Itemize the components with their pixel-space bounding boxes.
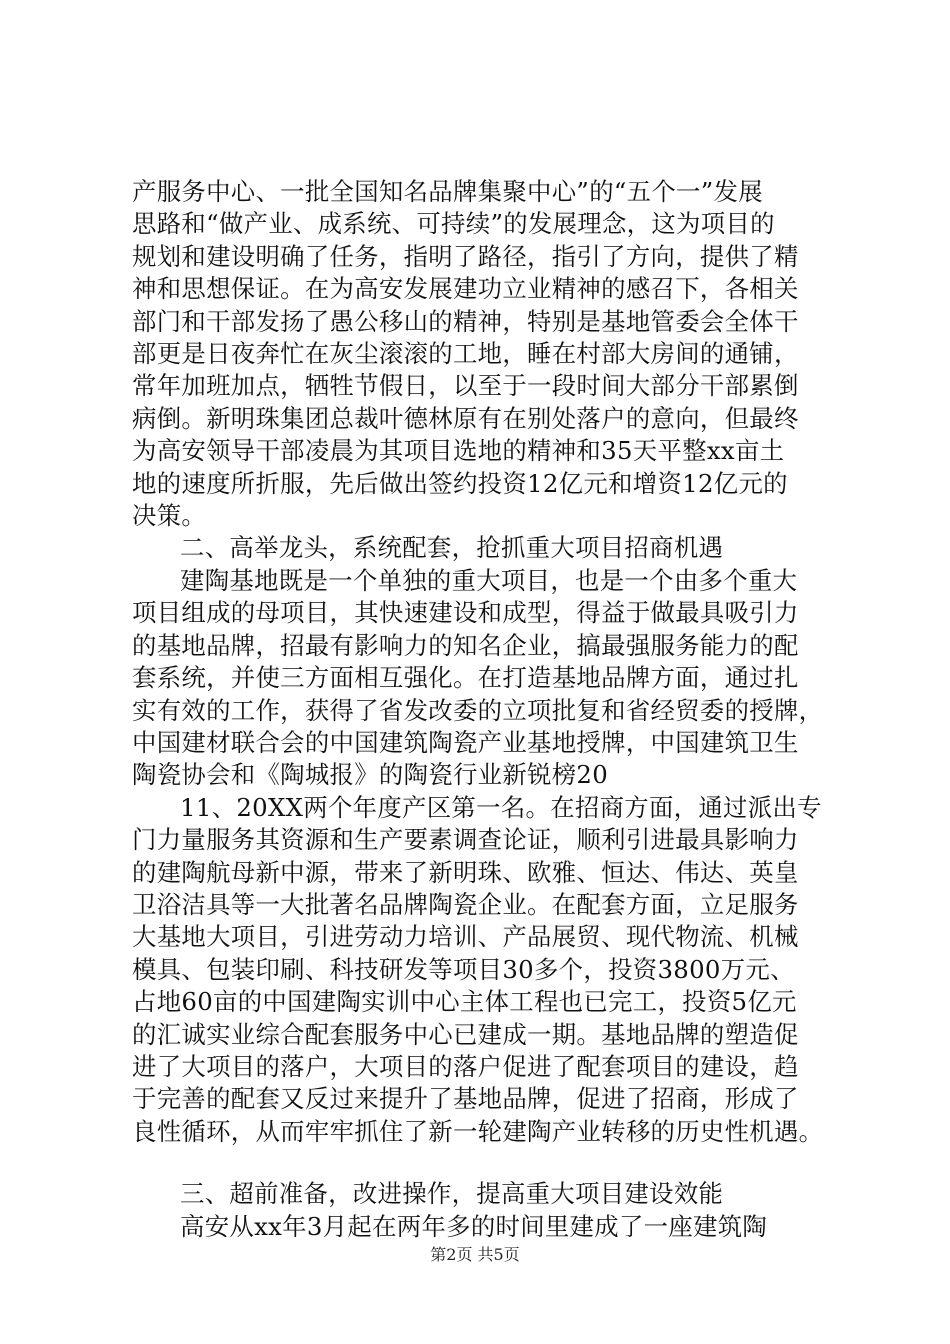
- text-line: 地的速度所折服，先后做出签约投资12亿元和增资12亿元的: [132, 468, 788, 498]
- text-line: 建陶基地既是一个单独的重大项目，也是一个由多个重大: [180, 565, 798, 595]
- text-line: 中国建材联合会的中国建筑陶瓷产业基地授牌，中国建筑卫生: [132, 727, 799, 757]
- text-line: 模具、包装印刷、科技研发等项目30多个，投资3800万元、: [132, 954, 795, 984]
- section-heading: 二、高举龙头，系统配套，抢抓重大项目招商机遇: [180, 533, 724, 563]
- text-line: 产服务中心、一批全国知名品牌集聚中心”的“五个一”发展: [132, 177, 763, 206]
- text-line: 部门和干部发扬了愚公移山的精神，特别是基地管委会全体干: [132, 306, 799, 336]
- section-heading: 三、超前准备，改进操作，提高重大项目建设效能: [180, 1179, 724, 1209]
- text-line: 为高安领导干部凌晨为其项目选地的精神和35天平整xx亩土: [132, 436, 785, 466]
- text-line: 思路和“做产业、成系统、可持续”的发展理念，这为项目的: [132, 209, 775, 239]
- text-line: 病倒。新明珠集团总裁叶德林原有在别处落户的意向，但最终: [132, 403, 799, 433]
- text-line: 陶瓷协会和《陶城报》的陶瓷行业新锐榜20: [132, 760, 609, 790]
- text-line: 神和思想保证。在为高安发展建功立业精神的感召下，各相关: [132, 274, 799, 304]
- section-heading-two: [132, 532, 832, 564]
- text-line: 套系统，并使三方面相互强化。在打造基地品牌方面，通过扎: [132, 663, 799, 693]
- paragraph-investment: [132, 792, 832, 1148]
- text-line: 占地60亩的中国建陶实训中心主体工程也已完工，投资5亿元: [132, 987, 797, 1017]
- text-line: 高安从xx年3月起在两年多的时间里建成了一座建筑陶: [180, 1211, 768, 1241]
- document-body: [132, 176, 832, 1243]
- text-line: 11、20XX两个年度产区第一名。在招商方面，通过派出专: [180, 792, 822, 822]
- text-line: 实有效的工作，获得了省发改委的立项批复和省经贸委的授牌，: [132, 695, 824, 725]
- text-line: 于完善的配套又反过来提升了基地品牌，促进了招商，形成了: [132, 1084, 799, 1114]
- page-footer: 第2页 共5页: [430, 1245, 520, 1264]
- text-line: 常年加班加点，牺牲节假日，以至于一段时间大部分干部累倒: [132, 371, 799, 401]
- text-line: 的汇诚实业综合配套服务中心已建成一期。基地品牌的塑造促: [132, 1019, 799, 1049]
- text-line: 规划和建设明确了任务，指明了路径，指引了方向，提供了精: [132, 241, 799, 271]
- text-line: 进了大项目的落户，大项目的落户促进了配套项目的建设，趋: [132, 1051, 799, 1081]
- text-line: 门力量服务其资源和生产要素调查论证，顺利引进最具影响力: [132, 825, 799, 855]
- paragraph-spacer: [132, 1148, 832, 1178]
- text-line: 卫浴洁具等一大批著名品牌陶瓷企业。在配套方面，立足服务: [132, 889, 799, 919]
- paragraph-construction: [132, 1211, 832, 1243]
- text-line: 项目组成的母项目，其快速建设和成型，得益于做最具吸引力: [132, 598, 799, 628]
- section-heading-three: [132, 1178, 832, 1210]
- text-line: 部更是日夜奔忙在灰尘滚滚的工地，睡在村部大房间的通铺，: [132, 339, 799, 369]
- paragraph-base-brand: [132, 565, 832, 792]
- text-line: 的建陶航母新中源，带来了新明珠、欧雅、恒达、伟达、英皇: [132, 857, 799, 887]
- text-line: 的基地品牌，招最有影响力的知名企业，搞最强服务能力的配: [132, 630, 799, 660]
- text-line: 大基地大项目，引进劳动力培训、产品展贸、现代物流、机械: [132, 922, 799, 952]
- text-line: 良性循环，从而牢牢抓住了新一轮建陶产业转移的历史性机遇。: [132, 1116, 824, 1146]
- text-line: 决策。: [132, 501, 207, 531]
- paragraph-five-one-concept: [132, 176, 832, 532]
